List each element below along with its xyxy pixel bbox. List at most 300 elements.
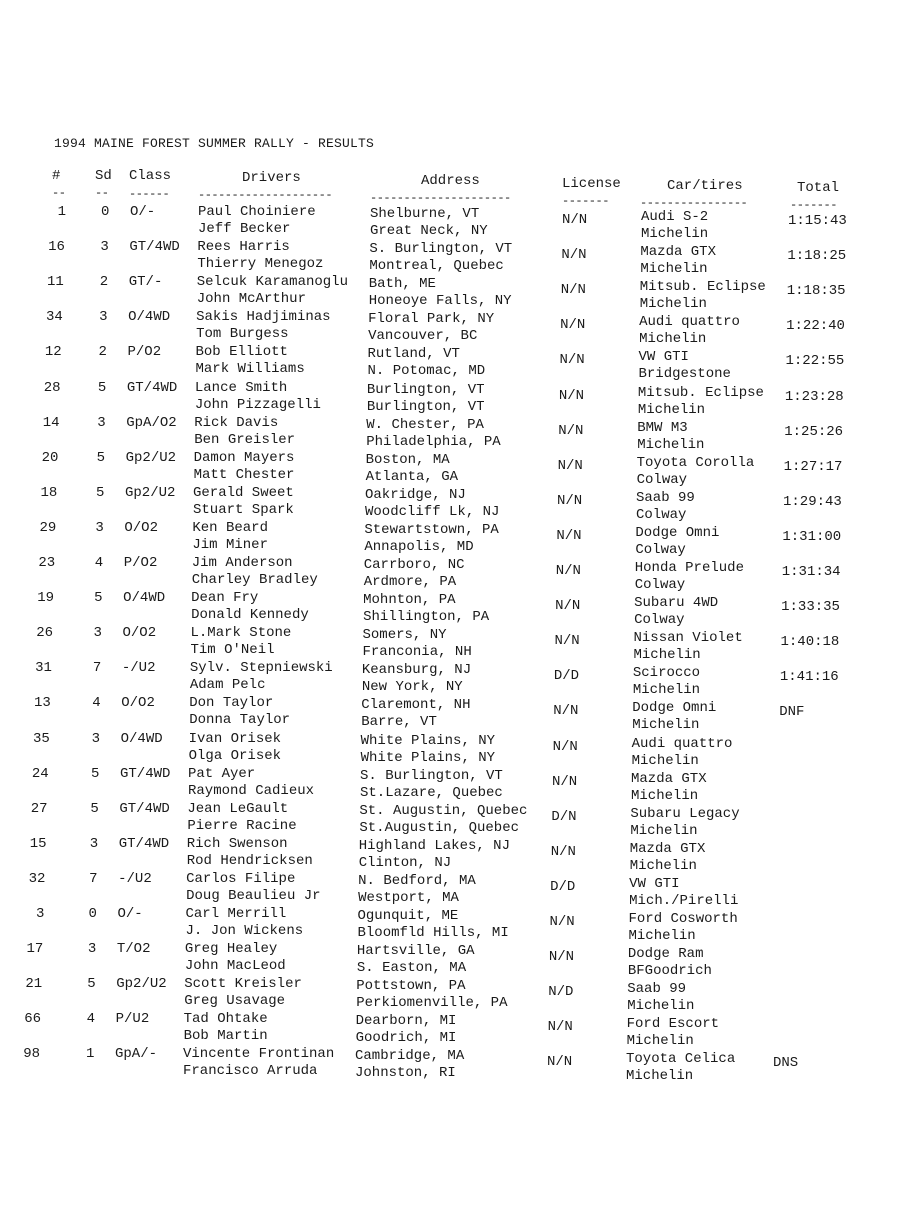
car-class: GT/4WD <box>120 765 171 782</box>
header-car-tires: Car/tires <box>667 178 743 194</box>
car-tires <box>634 595 718 629</box>
address <box>364 522 498 556</box>
driver-name: Vincente Frontinan <box>183 1046 335 1063</box>
entry-number: 28 <box>43 379 61 396</box>
tires: Michelin <box>631 752 699 769</box>
codriver-name: Charley Bradley <box>191 572 318 588</box>
car-class: P/O2 <box>123 555 158 571</box>
address <box>368 346 486 380</box>
drivers <box>197 239 323 273</box>
codriver-name: Tom Burgess <box>196 326 289 343</box>
codriver-name: Thierry Menegoz <box>197 256 324 273</box>
driver-address: Bath, ME <box>368 276 436 293</box>
driver-name: Tad Ohtake <box>183 1011 268 1028</box>
seed: 7 <box>89 870 98 887</box>
dash-car-tires: ---------------- <box>640 196 748 210</box>
driver-name: Damon Mayers <box>193 449 295 466</box>
car-model: Saab 99 <box>627 981 687 998</box>
driver-address: Cambridge, MA <box>355 1048 465 1065</box>
tires: Colway <box>635 541 686 558</box>
codriver-address: Philadelphia, PA <box>366 433 501 450</box>
license: N/N <box>557 457 583 474</box>
entry-number: 98 <box>23 1046 40 1063</box>
driver-address: S. Burlington, VT <box>369 241 513 258</box>
car-model: Audi S-2 <box>641 209 709 225</box>
tires: Michelin <box>630 822 698 839</box>
codriver-address: Honeoye Falls, NY <box>368 293 512 310</box>
car-tires <box>626 1051 735 1085</box>
drivers <box>191 625 292 659</box>
tires: Michelin <box>632 717 700 734</box>
driver-name: Don Taylor <box>189 695 274 712</box>
driver-name: Pat Ayer <box>188 765 256 782</box>
car-tires <box>632 736 733 770</box>
driver-address: Somers, NY <box>362 627 447 644</box>
seed: 3 <box>100 239 109 256</box>
car-model: Scirocco <box>632 665 701 682</box>
license: N/N <box>555 563 581 579</box>
license: N/N <box>562 212 588 228</box>
codriver-address: Johnston, RI <box>355 1065 456 1082</box>
total-time: 1:18:35 <box>786 283 846 300</box>
seed: 5 <box>91 765 100 782</box>
drivers <box>186 871 320 905</box>
tires: Colway <box>634 577 686 593</box>
seed: 1 <box>86 1046 95 1063</box>
dash-license: ------- <box>562 194 609 208</box>
car-model: Dodge Omni <box>632 700 717 717</box>
driver-name: Scott Kreisler <box>184 976 302 993</box>
driver-address: Mohnton, PA <box>363 592 456 609</box>
address <box>363 627 472 661</box>
page-title: 1994 MAINE FOREST SUMMER RALLY - RESULTS <box>54 136 375 151</box>
car-model: Nissan Violet <box>633 630 743 647</box>
codriver-name: John McArthur <box>196 291 306 308</box>
license: N/N <box>558 387 585 404</box>
entry-number: 13 <box>34 695 51 712</box>
header-drivers: Drivers <box>242 170 301 186</box>
driver-name: Carlos Filipe <box>186 870 296 887</box>
entry-number: 34 <box>45 309 63 326</box>
car-tires <box>629 876 738 910</box>
car-class: O/- <box>130 204 156 220</box>
entry-number: 3 <box>35 906 45 922</box>
drivers <box>184 1011 268 1045</box>
entry-number: 20 <box>41 449 59 466</box>
car-tires <box>635 560 744 594</box>
car-model: Mitsub. Eclipse <box>639 279 766 296</box>
address <box>358 908 509 942</box>
header-address: Address <box>421 173 480 189</box>
license: N/N <box>555 598 581 615</box>
header-license: License <box>562 176 621 192</box>
driver-name: Selcuk Karamanoglu <box>196 274 348 291</box>
driver-address: Keansburg, NJ <box>361 662 472 679</box>
address <box>369 241 512 275</box>
address <box>362 662 471 696</box>
car-tires <box>636 490 695 524</box>
codriver-address: New York, NY <box>361 679 463 696</box>
drivers <box>187 801 296 835</box>
seed: 3 <box>95 519 104 536</box>
total-time: 1:25:26 <box>784 423 844 440</box>
driver-name: Ivan Orisek <box>188 730 282 747</box>
driver-name: Sylv. Stepniewski <box>189 660 333 677</box>
license: N/N <box>557 492 583 509</box>
address <box>366 452 458 486</box>
dash-num: -- <box>52 186 66 200</box>
driver-name: Sakis Hadjiminas <box>196 309 331 326</box>
license: N/N <box>559 352 585 369</box>
drivers <box>183 1046 334 1080</box>
driver-name: Ken Beard <box>192 519 268 536</box>
car-model: Subaru 4WD <box>634 595 719 612</box>
tires: Bridgestone <box>638 366 731 383</box>
car-class: GT/4WD <box>129 239 180 256</box>
total-time: DNF <box>779 704 805 721</box>
tires: Michelin <box>628 928 696 944</box>
header-sd: Sd <box>95 168 112 184</box>
car-class: O/- <box>117 906 143 922</box>
car-model: VW GTI <box>629 875 680 892</box>
drivers <box>186 906 304 940</box>
seed: 2 <box>99 274 109 291</box>
tires: Colway <box>634 612 685 629</box>
total-time: 1:41:16 <box>779 669 839 686</box>
car-class: -/U2 <box>118 870 152 887</box>
drivers <box>184 976 302 1010</box>
car-tires <box>628 946 712 980</box>
codriver-address: Shillington, PA <box>363 609 490 626</box>
license: N/N <box>549 914 575 930</box>
car-class: O/4WD <box>123 590 166 607</box>
car-tires <box>629 911 738 945</box>
tires: Michelin <box>639 331 707 348</box>
codriver-address: N. Potomac, MD <box>367 363 486 380</box>
license: D/D <box>553 668 580 685</box>
driver-address: Carrboro, NC <box>363 557 465 573</box>
entry-number: 23 <box>38 555 56 571</box>
entry-number: 11 <box>47 274 64 291</box>
car-model: Dodge Omni <box>635 524 720 541</box>
driver-address: Dearborn, MI <box>355 1013 457 1030</box>
codriver-name: Doug Beaulieu Jr <box>186 887 321 904</box>
codriver-address: St.Augustin, Quebec <box>359 819 520 836</box>
entry-number: 18 <box>40 484 58 501</box>
car-model: Subaru Legacy <box>630 805 740 822</box>
entry-number: 19 <box>37 590 55 607</box>
driver-address: Hartsville, GA <box>356 943 475 960</box>
driver-name: Lance Smith <box>194 379 288 396</box>
driver-address: Rutland, VT <box>367 346 460 363</box>
address <box>357 943 475 977</box>
codriver-name: Jeff Becker <box>198 221 291 237</box>
total-time: 1:40:18 <box>780 634 840 651</box>
address <box>369 276 512 310</box>
driver-address: Oakridge, NJ <box>365 486 466 503</box>
seed: 5 <box>87 976 96 993</box>
seed: 7 <box>92 660 102 677</box>
car-tires <box>630 841 706 875</box>
address <box>368 311 494 345</box>
license: D/N <box>551 808 577 825</box>
tires: Michelin <box>627 998 695 1015</box>
seed: 5 <box>97 379 107 396</box>
car-class: GT/4WD <box>126 379 178 396</box>
car-model: Mitsub. Eclipse <box>637 384 764 401</box>
driver-address: S. Burlington, VT <box>360 767 503 784</box>
codriver-name: Adam Pelc <box>189 677 266 694</box>
codriver-address: Burlington, VT <box>366 398 485 415</box>
seed: 5 <box>96 484 105 501</box>
car-tires <box>630 806 739 840</box>
drivers <box>197 274 348 308</box>
car-class: Gp2/U2 <box>125 484 176 501</box>
entry-number: 14 <box>42 414 60 431</box>
car-tires <box>638 385 764 419</box>
address <box>359 803 527 837</box>
entry-number: 29 <box>39 519 57 536</box>
car-model: Ford Escort <box>626 1016 720 1033</box>
codriver-address: Montreal, Quebec <box>369 258 504 275</box>
total-time: 1:29:43 <box>783 493 842 510</box>
codriver-address: Westport, MA <box>358 889 459 906</box>
address <box>356 978 507 1012</box>
tires: Colway <box>636 471 688 488</box>
car-class: O/4WD <box>120 730 163 747</box>
car-tires <box>640 244 716 278</box>
codriver-address: Atlanta, GA <box>365 468 459 485</box>
entry-number: 16 <box>48 239 65 256</box>
codriver-address: S. Easton, MA <box>356 960 467 977</box>
drivers <box>191 590 309 624</box>
driver-name: Rees Harris <box>197 239 290 256</box>
codriver-name: Matt Chester <box>193 466 295 483</box>
drivers <box>187 836 313 870</box>
codriver-name: Greg Usavage <box>184 993 286 1010</box>
tires: Michelin <box>626 1068 694 1085</box>
seed: 3 <box>99 309 108 326</box>
driver-address: Floral Park, NY <box>368 311 495 328</box>
driver-name: Jim Anderson <box>191 555 293 571</box>
license: N/N <box>560 317 586 334</box>
driver-name: Rick Davis <box>194 414 279 431</box>
codriver-name: Mark Williams <box>195 361 305 378</box>
codriver-name: Olga Orisek <box>188 747 282 764</box>
entry-number: 12 <box>44 344 62 361</box>
tires: Michelin <box>632 682 701 699</box>
tires: Michelin <box>633 647 701 664</box>
drivers <box>192 555 318 589</box>
driver-address: W. Chester, PA <box>366 416 484 433</box>
seed: 4 <box>86 1011 96 1028</box>
drivers <box>196 344 305 378</box>
license: N/N <box>548 949 575 966</box>
dash-total: ------- <box>790 198 837 212</box>
drivers <box>194 450 295 484</box>
license: D/D <box>550 878 576 895</box>
tires: Michelin <box>626 1033 694 1050</box>
entry-number: 24 <box>31 765 49 782</box>
entry-number: 66 <box>24 1011 42 1028</box>
codriver-address: Ardmore, PA <box>363 574 457 590</box>
driver-name: Paul Choiniere <box>198 204 316 220</box>
driver-address: White Plains, NY <box>360 732 496 749</box>
driver-name: Rich Swenson <box>186 835 288 852</box>
address <box>359 838 510 872</box>
codriver-name: Bob Martin <box>183 1028 268 1045</box>
seed: 5 <box>90 800 99 817</box>
seed: 3 <box>93 625 102 642</box>
address <box>370 206 488 240</box>
car-class: O/O2 <box>124 519 158 536</box>
car-model: BMW M3 <box>637 419 688 436</box>
driver-name: Bob Elliott <box>195 344 288 361</box>
drivers <box>194 415 295 449</box>
car-model: Mazda GTX <box>629 840 706 857</box>
entry-number: 26 <box>36 625 53 642</box>
seed: 0 <box>101 204 110 220</box>
tires: Michelin <box>641 226 709 242</box>
tires: Michelin <box>631 787 699 804</box>
driver-address: Burlington, VT <box>366 381 485 398</box>
seed: 3 <box>87 941 97 958</box>
car-class: GT/4WD <box>118 835 170 852</box>
car-class: Gp2/U2 <box>116 976 167 993</box>
car-model: Toyota Corolla <box>636 454 755 471</box>
address <box>364 557 465 591</box>
seed: 3 <box>91 730 101 747</box>
driver-address: Stewartstown, PA <box>364 521 499 538</box>
address <box>361 697 470 731</box>
drivers <box>189 731 281 765</box>
codriver-address: Woodcliff Lk, NJ <box>365 503 500 520</box>
license: N/D <box>548 984 574 1001</box>
car-class: GT/4WD <box>119 800 170 817</box>
car-model: VW GTI <box>638 349 689 366</box>
entry-number: 32 <box>28 870 46 887</box>
codriver-name: Donna Taylor <box>189 712 291 729</box>
driver-address: Highland Lakes, NJ <box>358 837 510 854</box>
car-tires <box>627 981 694 1015</box>
car-tires <box>641 209 708 243</box>
entry-number: 27 <box>30 800 48 817</box>
total-time: 1:23:28 <box>784 388 844 405</box>
address <box>360 768 503 802</box>
address <box>365 487 499 521</box>
car-tires <box>633 665 700 699</box>
car-class: GpA/- <box>115 1046 158 1063</box>
codriver-address: Franconia, NH <box>362 644 472 661</box>
address <box>366 417 500 451</box>
codriver-name: John Pizzagelli <box>194 396 321 413</box>
codriver-name: John MacLeod <box>184 958 286 975</box>
codriver-address: White Plains, NY <box>360 749 496 766</box>
driver-name: Greg Healey <box>184 941 278 958</box>
tires: BFGoodrich <box>627 963 712 980</box>
tires: Michelin <box>640 261 708 278</box>
total-time: 1:31:34 <box>781 564 841 580</box>
driver-address: St. Augustin, Quebec <box>359 802 528 819</box>
car-model: Honda Prelude <box>634 560 744 576</box>
total-time: DNS <box>773 1055 799 1072</box>
drivers <box>188 766 314 800</box>
license: N/N <box>550 843 576 860</box>
license: N/N <box>547 1019 573 1036</box>
total-time: 1:22:40 <box>786 318 845 335</box>
car-model: Mazda GTX <box>640 244 716 261</box>
car-class: P/U2 <box>115 1011 150 1028</box>
codriver-name: Jim Miner <box>192 536 268 553</box>
drivers <box>192 520 268 554</box>
car-model: Saab 99 <box>636 489 695 506</box>
license: N/N <box>558 422 584 439</box>
address <box>356 1013 457 1047</box>
driver-name: Dean Fry <box>191 590 259 607</box>
entry-number: 31 <box>35 660 52 677</box>
dash-class: ------ <box>129 187 170 201</box>
tires: Michelin <box>629 857 697 874</box>
driver-address: Ogunquit, ME <box>357 908 459 924</box>
codriver-address: Bloomfld Hills, MI <box>357 925 509 941</box>
license: N/N <box>552 738 578 755</box>
drivers <box>196 309 330 343</box>
drivers <box>198 204 316 238</box>
tires: Michelin <box>639 296 707 313</box>
codriver-name: Donald Kennedy <box>191 607 309 624</box>
tires: Michelin <box>637 436 705 453</box>
codriver-name: Pierre Racine <box>187 817 297 834</box>
dash-address: --------------------- <box>370 191 511 205</box>
seed: 3 <box>89 835 99 852</box>
entry-number: 1 <box>57 204 66 220</box>
driver-name: L.Mark Stone <box>190 625 292 642</box>
dash-drivers: -------------------- <box>198 188 333 202</box>
car-class: GT/- <box>128 274 163 291</box>
car-tires <box>631 771 707 805</box>
codriver-name: Stuart Spark <box>193 501 294 518</box>
codriver-name: Francisco Arruda <box>183 1063 318 1080</box>
drivers <box>189 695 290 729</box>
car-class: T/O2 <box>116 941 151 958</box>
driver-address: N. Bedford, MA <box>358 872 476 889</box>
address <box>363 592 489 626</box>
car-model: Ford Cosworth <box>628 911 738 927</box>
car-model: Dodge Ram <box>627 946 704 963</box>
driver-address: Claremont, NH <box>361 697 471 714</box>
drivers <box>195 380 321 414</box>
seed: 5 <box>96 449 106 466</box>
car-tires <box>632 700 716 734</box>
dash-sd: -- <box>95 186 109 200</box>
car-class: -/U2 <box>121 660 156 677</box>
address <box>355 1048 464 1082</box>
tires: Colway <box>636 506 687 523</box>
car-class: O/O2 <box>122 625 157 642</box>
car-tires <box>627 1016 719 1050</box>
total-time: 1:15:43 <box>788 213 847 229</box>
car-class: O/O2 <box>121 695 155 712</box>
car-class: GpA/O2 <box>126 414 177 431</box>
codriver-address: Vancouver, BC <box>368 328 478 345</box>
header-total: Total <box>797 180 840 196</box>
codriver-name: Raymond Cadieux <box>188 782 315 799</box>
driver-address: Boston, MA <box>365 451 450 468</box>
codriver-address: Perkiomenville, PA <box>356 995 508 1012</box>
seed: 4 <box>94 555 104 571</box>
total-time: 1:27:17 <box>783 458 843 475</box>
total-time: 1:33:35 <box>781 599 840 616</box>
